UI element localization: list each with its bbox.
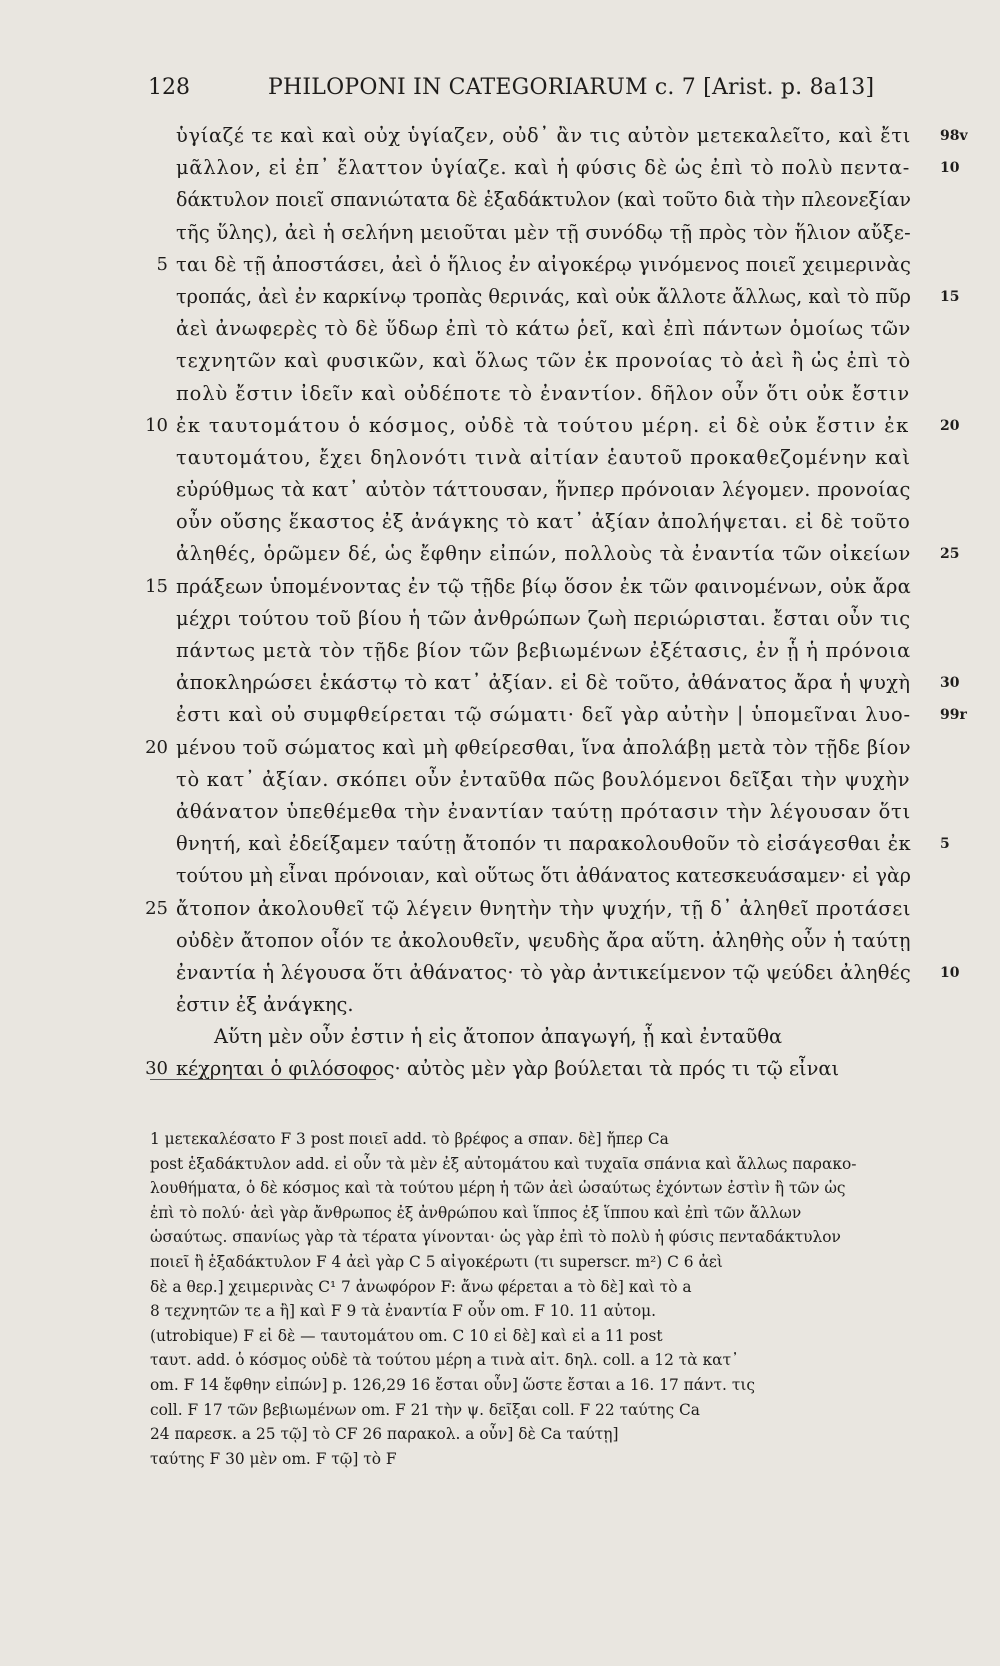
line-text: μέχρι τούτου τοῦ βίου ἡ τῶν ἀνθρώπων ζωὴ περιώρισται. ἔσται οὖν τις	[176, 606, 911, 630]
text-line	[176, 635, 934, 667]
apparatus-line: coll. F 17 τῶν βεβιωμένων om. F 21 τὴν ψ. δεῖξαι coll. F 22 ταύτης Ca	[150, 1400, 700, 1419]
line-text: πράξεων ὑπομένοντας ἐν τῷ τῇδε βίῳ ὅσον ἐκ τῶν φαινομένων, οὐκ ἄρα	[176, 574, 911, 598]
text-line	[145, 410, 960, 442]
text-line	[176, 989, 934, 1021]
line-text: Αὕτη μὲν οὖν ἐστιν ἡ εἰς ἄτοπον ἀπαγωγή, ᾗ καὶ ἐνταῦθα	[214, 1025, 783, 1049]
line-text: οὖν οὔσης ἕκαστος ἐξ ἀνάγκης τὸ κατ᾽ ἀξίαν ἀπολήψεται. εἰ δὲ τοῦτο	[176, 510, 911, 534]
text-line	[176, 474, 934, 506]
line-text: τεχνητῶν καὶ φυσικῶν, καὶ ὅλως τῶν ἐκ προνοίας τὸ ἀεὶ ἢ ὡς ἐπὶ τὸ	[176, 349, 911, 373]
text-line	[176, 603, 934, 635]
line-text: ἄτοπον ἀκολουθεῖ τῷ λέγειν θνητὴν τὴν ψυχήν, τῇ δ᾽ ἀληθεῖ προτάσει	[176, 896, 911, 920]
text-line	[156, 249, 934, 281]
line-text: τούτου μὴ εἶναι πρόνοιαν, καὶ οὕτως ὅτι ἀθάνατος κατεσκευάσαμεν· εἰ γὰρ	[176, 864, 911, 888]
line-text: πολὺ ἔστιν ἰδεῖν καὶ οὐδέποτε τὸ ἐναντίον. δῆλον οὖν ὅτι οὐκ ἔστιν	[176, 381, 911, 405]
margin-reference: 25	[940, 546, 960, 563]
line-text: οὐδὲν ἄτοπον οἷόν τε ἀκολουθεῖν, ψευδὴς ἄρα αὕτη. ἀληθὴς οὖν ἡ ταύτῃ	[176, 928, 911, 952]
footnote-rule	[150, 1079, 376, 1080]
apparatus-line: 24 παρεσκ. a 25 τῷ] τὸ CF 26 παρακολ. a οὖν] δὲ Ca ταύτῃ]	[150, 1425, 619, 1444]
apparatus-line: (utrobique) F εἰ δὲ — ταυτομάτου om. C 10 εἰ δὲ] καὶ εἰ a 11 post	[150, 1326, 663, 1345]
text-line	[176, 764, 934, 796]
line-text: μένου τοῦ σώματος καὶ μὴ φθείρεσθαι, ἵνα ἀπολάβῃ μετὰ τὸν τῇδε βίον	[176, 735, 911, 759]
apparatus-line: ποιεῖ ἢ ἑξαδάκτυλον F 4 ἀεὶ γὰρ C 5 αἰγοκέρωτι (τι superscr. m²) C 6 ἀεὶ	[150, 1252, 723, 1271]
margin-reference: 5	[940, 836, 950, 853]
line-text: ἐστιν ἐξ ἀνάγκης.	[176, 993, 354, 1017]
margin-reference: 99r	[940, 707, 967, 724]
apparatus-line: post ἑξαδάκτυλον add. εἰ οὖν τὰ μὲν ἐξ αὐτομάτου καὶ τυχαῖα σπάνια καὶ ἄλλως παρακο-	[150, 1154, 857, 1173]
line-text: ἐναντία ἡ λέγουσα ὅτι ἀθάνατος· τὸ γὰρ ἀντικείμενον τῷ ψεύδει ἀληθές	[176, 960, 911, 984]
line-text: ἀθάνατον ὑπεθέμεθα τὴν ἐναντίαν ταύτῃ πρότασιν τὴν λέγουσαν ὅτι	[176, 799, 911, 823]
text-line	[176, 378, 934, 410]
line-text: ἐκ ταυτομάτου ὁ κόσμος, οὐδὲ τὰ τούτου μέρη. εἰ δὲ οὐκ ἔστιν ἐκ	[176, 413, 910, 437]
apparatus-line: δὲ a θερ.] χειμερινὰς C¹ 7 ἀνωφόρον F: ἄνω φέρεται a τὸ δὲ] καὶ τὸ a	[150, 1277, 692, 1296]
line-text: ἀεὶ ἀνωφερὲς τὸ δὲ ὕδωρ ἐπὶ τὸ κάτω ῥεῖ, καὶ ἐπὶ πάντων ὁμοίως τῶν	[176, 317, 911, 341]
line-text: ἀποκληρώσει ἑκάστῳ τὸ κατ᾽ ἀξίαν. εἰ δὲ τοῦτο, ἀθάνατος ἄρα ἡ ψυχὴ	[176, 671, 911, 695]
apparatus-line: ταυτ. add. ὁ κόσμος οὐδὲ τὰ τούτου μέρη a τινὰ αἰτ. δηλ. coll. a 12 τὰ κατ᾽	[150, 1351, 739, 1370]
text-line	[176, 313, 934, 345]
page-number: 128	[148, 75, 190, 100]
line-text: μᾶλλον, εἰ ἐπ᾽ ἔλαττον ὑγίαζε. καὶ ἡ φύσις δὲ ὡς ἐπὶ τὸ πολὺ πεντα-	[176, 156, 911, 180]
line-text: τῆς ὕλης), ἀεὶ ἡ σελήνη μειοῦται μὲν τῇ συνόδῳ τῇ πρὸς τὸν ἥλιον αὔξε-	[176, 220, 911, 244]
line-text: δάκτυλον ποιεῖ σπανιώτατα δὲ ἑξαδάκτυλον (καὶ τοῦτο διὰ τὴν πλεονεξίαν	[176, 188, 911, 212]
text-line	[176, 796, 934, 828]
line-text: ἐστι καὶ οὐ συμφθείρεται τῷ σώματι· δεῖ γὰρ αὐτὴν | ὑπομεῖναι λυο-	[176, 703, 911, 727]
line-number: 5	[156, 253, 168, 275]
text-line	[145, 893, 934, 925]
text-line	[176, 828, 950, 860]
text-line	[176, 281, 960, 313]
text-line	[176, 538, 960, 570]
line-text: τὸ κατ᾽ ἀξίαν. σκόπει οὖν ἐνταῦθα πῶς βουλόμενοι δεῖξαι τὴν ψυχὴν	[176, 767, 911, 791]
margin-reference: 30	[940, 675, 960, 692]
line-text: πάντως μετὰ τὸν τῇδε βίον τῶν βεβιωμένων ἐξέτασις, ἐν ᾗ ἡ πρόνοια	[176, 639, 911, 662]
line-text: ταυτομάτου, ἔχει δηλονότι τινὰ αἰτίαν ἑαυτοῦ προκαθεζομένην καὶ	[176, 445, 911, 469]
text-line	[145, 571, 934, 603]
text-line	[176, 699, 967, 731]
line-text: τροπάς, ἀεὶ ἐν καρκίνῳ τροπὰς θερινάς, καὶ οὐκ ἄλλοτε ἄλλως, καὶ τὸ πῦρ	[176, 284, 911, 308]
text-line	[176, 120, 968, 152]
apparatus-line: ταύτης F 30 μὲν om. F τῷ] τὸ F	[150, 1449, 397, 1468]
line-text: κέχρηται ὁ φιλόσοφος· αὐτὸς μὲν γὰρ βούλεται τὰ πρός τι τῷ εἶναι	[176, 1057, 840, 1081]
text-line	[176, 1021, 934, 1053]
line-text: ἀληθές, ὁρῶμεν δέ, ὡς ἔφθην εἰπών, πολλοὺς τὰ ἐναντία τῶν οἰκείων	[176, 542, 911, 566]
apparatus-criticus	[150, 1127, 940, 1471]
margin-reference: 10	[940, 160, 960, 177]
line-number: 30	[145, 1058, 168, 1080]
line-number: 15	[145, 575, 168, 597]
line-text: ται δὲ τῇ ἀποστάσει, ἀεὶ ὁ ἥλιος ἐν αἰγοκέρῳ γινόμενος ποιεῖ χειμερινὰς	[176, 252, 911, 276]
apparatus-line: 8 τεχνητῶν τε a ἢ] καὶ F 9 τὰ ἐναντία F οὖν om. F 10. 11 αὐτομ.	[150, 1302, 657, 1321]
main-text	[145, 120, 968, 1086]
margin-reference: 15	[940, 288, 960, 305]
running-title: PHILOPONI IN CATEGORIARUM c. 7 [Arist. p. 8a13]	[268, 75, 875, 100]
text-line	[176, 442, 934, 474]
text-line	[176, 345, 934, 377]
line-number: 10	[145, 414, 168, 436]
text-line	[145, 732, 934, 764]
apparatus-line: ἐπὶ τὸ πολύ· ἀεὶ γὰρ ἄνθρωπος ἐξ ἀνθρώπου καὶ ἵππος ἐξ ἵππου καὶ ἐπὶ τῶν ἄλλων	[150, 1203, 802, 1222]
text-line	[176, 152, 960, 184]
apparatus-line: λουθήματα, ὁ δὲ κόσμος καὶ τὰ τούτου μέρη ἡ τῶν ἀεὶ ὡσαύτως ἐχόντων ἐστὶν ἢ τῶν ὡς	[150, 1179, 846, 1198]
line-number: 25	[145, 897, 168, 919]
text-line	[176, 217, 934, 249]
margin-reference: 10	[940, 964, 960, 981]
text-line	[176, 860, 934, 892]
apparatus-line: om. F 14 ἔφθην εἰπών] p. 126,29 16 ἔσται οὖν] ὥστε ἔσται a 16. 17 πάντ. τις	[150, 1375, 755, 1394]
apparatus-line: ὡσαύτως. σπανίως γὰρ τὰ τέρατα γίνονται· ὡς γὰρ ἐπὶ τὸ πολὺ ἡ φύσις πενταδάκτυλον	[150, 1228, 841, 1247]
margin-reference: 20	[940, 417, 960, 434]
text-line	[176, 957, 960, 989]
text-line	[145, 1053, 934, 1085]
apparatus-line: 1 μετεκαλέσατο F 3 post ποιεῖ add. τὸ βρέφος a σπαν. δὲ] ἤπερ Ca	[150, 1130, 669, 1148]
text-line	[176, 184, 934, 216]
line-number: 20	[145, 736, 168, 758]
text-line	[176, 925, 934, 957]
line-text: εὐρύθμως τὰ κατ᾽ αὐτὸν τάττουσαν, ἥνπερ πρόνοιαν λέγομεν. προνοίας	[176, 478, 911, 502]
line-text: ὑγίαζέ τε καὶ καὶ οὐχ ὑγίαζεν, οὐδ᾽ ἂν τις αὐτὸν μετεκαλεῖτο, καὶ ἔτι	[176, 124, 911, 147]
line-text: θνητή, καὶ ἐδείξαμεν ταύτῃ ἄτοπόν τι παρακολουθοῦν τὸ εἰσάγεσθαι ἐκ	[176, 832, 911, 856]
text-line	[176, 667, 960, 699]
text-line	[176, 506, 934, 538]
margin-reference: 98v	[940, 128, 968, 144]
